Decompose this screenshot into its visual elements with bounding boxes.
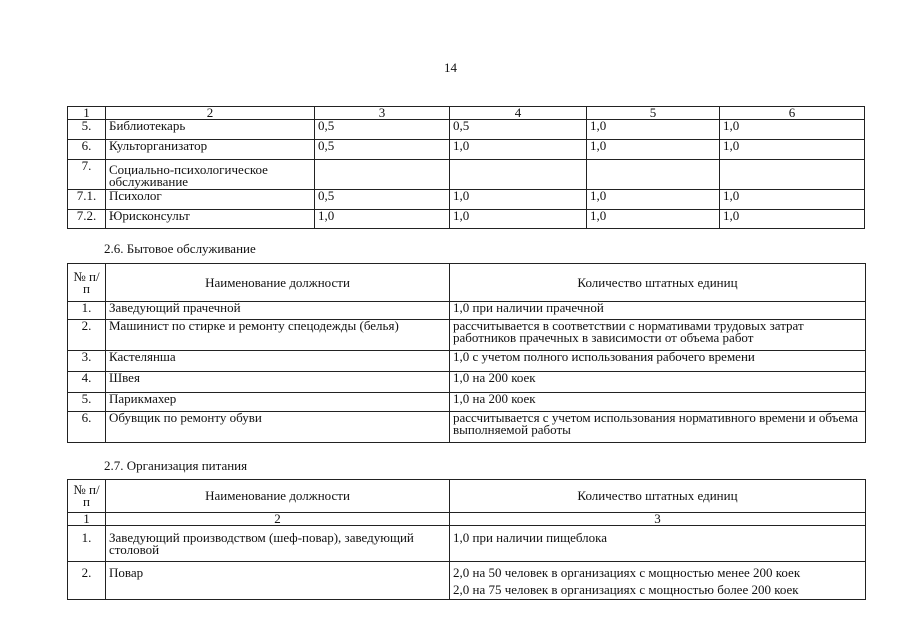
table-row	[68, 140, 865, 160]
staffing-table-continued	[67, 106, 865, 229]
position-name: Машинист по стирке и ремонту спецодежды (белья)	[106, 320, 450, 351]
column-number: 2	[106, 513, 450, 526]
staff-count: 1,0 на 200 коек	[450, 393, 866, 412]
table-row	[68, 302, 866, 320]
row-number: 7.	[68, 160, 106, 190]
column-number: 2	[106, 107, 315, 120]
position-name: Кастелянша	[106, 351, 450, 372]
position-name: Юрисконсульт	[106, 210, 315, 229]
household-services-table	[67, 263, 866, 443]
table-row	[68, 562, 866, 600]
header-count: Количество штатных единиц	[450, 264, 866, 302]
table-row	[68, 372, 866, 393]
position-name: Обувщик по ремонту обуви	[106, 412, 450, 443]
position-name: Швея	[106, 372, 450, 393]
row-number: 5.	[68, 393, 106, 412]
table-row	[68, 120, 865, 140]
position-name: Парикмахер	[106, 393, 450, 412]
section-title-household-services: 2.6. Бытовое обслуживание	[104, 241, 256, 256]
table-row	[68, 526, 866, 562]
table-row	[68, 320, 866, 351]
staff-value: 1,0	[587, 190, 720, 210]
staff-value	[587, 160, 720, 190]
header-number: № п/п	[68, 480, 106, 513]
row-number: 1.	[68, 302, 106, 320]
staff-value: 1,0	[450, 210, 587, 229]
column-number: 1	[68, 513, 106, 526]
staff-count-line: 2,0 на 75 человек в организациях с мощностью более 200 коек	[453, 582, 799, 597]
row-number: 5.	[68, 120, 106, 140]
staff-value: 1,0	[315, 210, 450, 229]
staff-value: 0,5	[315, 190, 450, 210]
staff-count	[450, 562, 866, 600]
row-number: 2.	[68, 320, 106, 351]
row-number: 7.1.	[68, 190, 106, 210]
staff-count: 1,0 на 200 коек	[450, 372, 866, 393]
catering-table	[67, 479, 866, 600]
staff-value: 1,0	[720, 210, 865, 229]
header-number: № п/п	[68, 264, 106, 302]
staff-value: 1,0	[720, 190, 865, 210]
row-number: 6.	[68, 140, 106, 160]
staff-value	[450, 160, 587, 190]
staff-value: 0,5	[450, 120, 587, 140]
column-number: 3	[450, 513, 866, 526]
column-number: 3	[315, 107, 450, 120]
table-header-row	[68, 107, 865, 120]
staff-value: 1,0	[587, 120, 720, 140]
row-number: 7.2.	[68, 210, 106, 229]
position-name: Библиотекарь	[106, 120, 315, 140]
position-name: Заведующий прачечной	[106, 302, 450, 320]
row-number: 4.	[68, 372, 106, 393]
table-row	[68, 210, 865, 229]
table-row	[68, 393, 866, 412]
column-number: 4	[450, 107, 587, 120]
column-number: 1	[68, 107, 106, 120]
row-number: 3.	[68, 351, 106, 372]
header-position: Наименование должности	[106, 264, 450, 302]
staff-count: рассчитывается с учетом использования нормативного времени и объема выполняемой работы	[450, 412, 866, 443]
row-number: 2.	[68, 562, 106, 600]
staff-value: 1,0	[720, 120, 865, 140]
table-row	[68, 412, 866, 443]
table-header-row	[68, 480, 866, 513]
staff-value	[315, 160, 450, 190]
table-header-row	[68, 264, 866, 302]
staff-value: 0,5	[315, 120, 450, 140]
staff-count: 1,0 при наличии пищеблока	[450, 526, 866, 562]
staff-count-line: 2,0 на 50 человек в организациях с мощностью менее 200 коек	[453, 565, 801, 580]
table-row	[68, 351, 866, 372]
staff-value: 1,0	[587, 140, 720, 160]
staff-count: 1,0 с учетом полного использования рабочего времени	[450, 351, 866, 372]
header-count: Количество штатных единиц	[450, 480, 866, 513]
row-number: 6.	[68, 412, 106, 443]
staff-value: 0,5	[315, 140, 450, 160]
table-index-row	[68, 513, 866, 526]
staff-value	[720, 160, 865, 190]
page-number: 14	[444, 60, 457, 75]
staff-count: 1,0 при наличии прачечной	[450, 302, 866, 320]
position-name: Заведующий производством (шеф-повар), заведующий столовой	[106, 526, 450, 562]
staff-value: 1,0	[720, 140, 865, 160]
staff-value: 1,0	[450, 140, 587, 160]
position-name: Культорганизатор	[106, 140, 315, 160]
staff-value: 1,0	[587, 210, 720, 229]
header-position: Наименование должности	[106, 480, 450, 513]
section-title-catering: 2.7. Организация питания	[104, 458, 248, 473]
staff-value: 1,0	[450, 190, 587, 210]
position-name: Социально-психологическое обслуживание	[106, 160, 315, 190]
table-row	[68, 190, 865, 210]
table-row	[68, 160, 865, 190]
column-number: 6	[720, 107, 865, 120]
staff-count: рассчитывается в соответствии с нормативами трудовых затрат работников прачечных в зависимости от объема работ	[450, 320, 866, 351]
column-number: 5	[587, 107, 720, 120]
row-number: 1.	[68, 526, 106, 562]
position-name: Повар	[106, 562, 450, 600]
position-name: Психолог	[106, 190, 315, 210]
